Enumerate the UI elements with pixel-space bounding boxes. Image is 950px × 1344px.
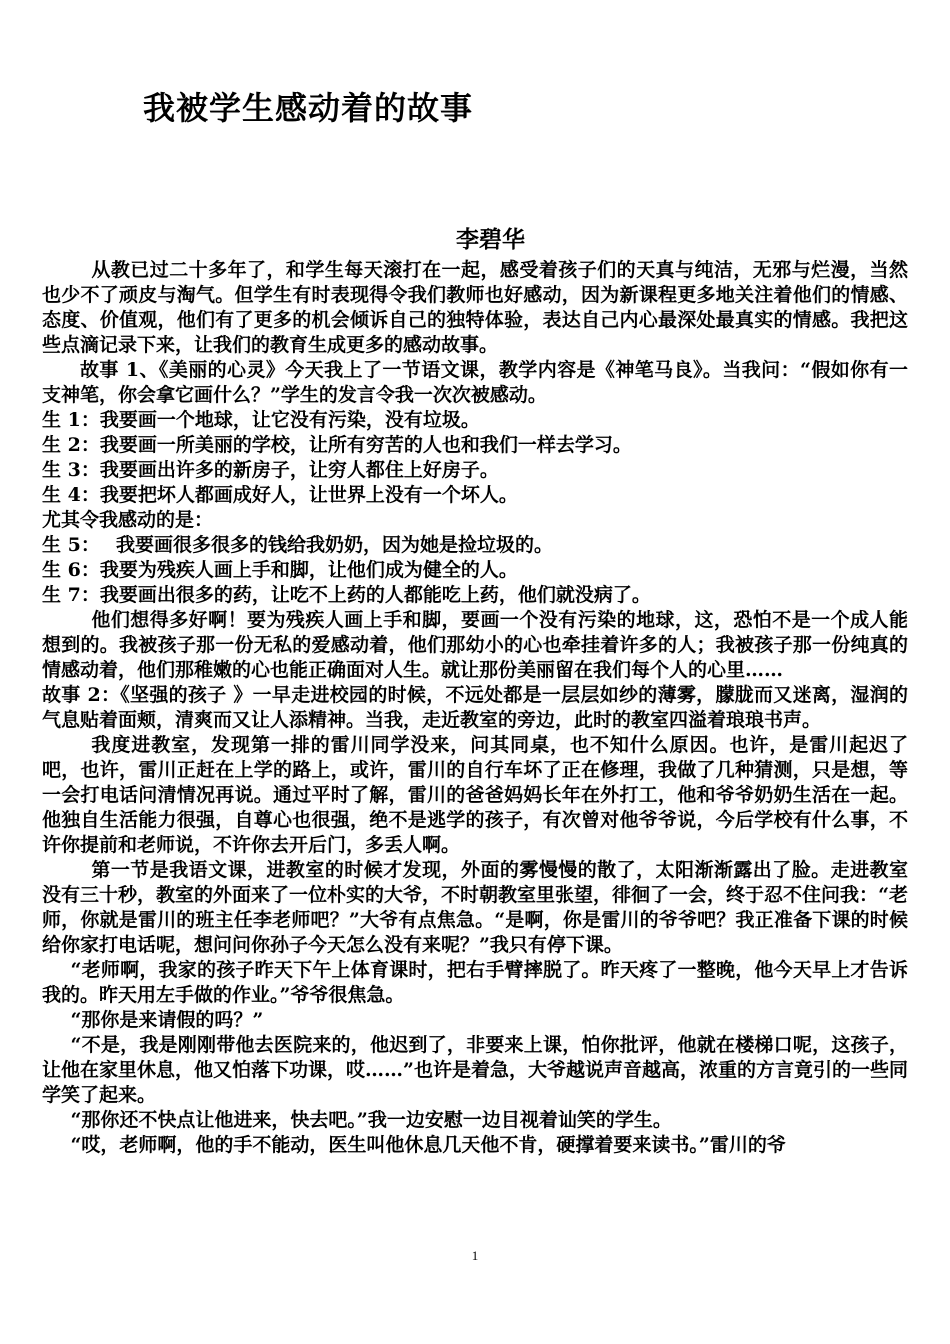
student-answer-6: 生 6：我要为残疾人画上手和脚，让他们成为健全的人。 — [42, 559, 518, 581]
paragraph-dialogue-2: “那你是来请假的吗？” — [70, 1009, 264, 1031]
student-answer-4: 生 4：我要把坏人都画成好人，让世界上没有一个坏人。 — [42, 484, 518, 506]
transition-line: 尤其令我感动的是： — [42, 509, 214, 531]
author-name: 李碧华 — [456, 227, 525, 253]
student-answer-5: 生 5： 我要画很多很多的钱给我奶奶，因为她是捡垃圾的。 — [42, 534, 553, 556]
paragraph-story1-intro: 故事 1、《美丽的心灵》今天我上了一节语文课，教学内容是《神笔马良》。当我问：“假如你有一支神笔，你会拿它画什么？”学生的发言令我一次次被感动。 — [42, 359, 908, 406]
paragraph-story2-body: 我度进教室，发现第一排的雷川同学没来，问其同桌，也不知什么原因。也许，是雷川起迟了吧，也许，雷川正赶在上学的路上，或许，雷川的自行车坏了正在修理，我做了几种猜测，只是想，等一会打电话问清情况再说。通过平时了解，雷川的爸爸妈妈长年在外打工，他和爷爷奶奶生活在一起。他独自生活能力很强，自尊心也很强，绝不是逃学的孩子，有次曾对他爷爷说，今后学校有什么事，不许你提前和老师说，不许你去开后门，多丢人啊。 — [42, 734, 908, 856]
paragraph-intro: 从教已过二十多年了，和学生每天滚打在一起，感受着孩子们的天真与纯洁，无邪与烂漫，当然也少不了顽皮与淘气。但学生有时表现得令我们教师也好感动，因为新课程更多地关注着他们的情感、态度、价值观，他们有了更多的机会倾诉自己的独特体验，表达自己内心最深处最真实的情感。我把这些点滴记录下来，让我们的教育生成更多的感动故事。 — [42, 259, 908, 356]
student-answer-1: 生 1：我要画一个地球，让它没有污染，没有垃圾。 — [42, 409, 480, 431]
paragraph-dialogue-5: “哎，老师啊，他的手不能动，医生叫他休息几天他不肯，硬撑着要来读书。”雷川的爷 — [70, 1134, 786, 1156]
paragraph-story2-class: 第一节是我语文课，进教室的时候才发现，外面的雾慢慢的散了，太阳渐渐露出了脸。走进教室没有三十秒，教室的外面来了一位朴实的大爷，不时朝教室里张望，徘徊了一会，终于忍不住问我：“老师，你就是雷川的班主任李老师吧？”大爷有点焦急。“是啊，你是雷川的爷爷吧？我正准备下课的时候给你家打电话呢，想问问你孙子今天怎么没有来呢？”我只有停下课。 — [42, 859, 908, 956]
student-answer-3: 生 3：我要画出许多的新房子，让穷人都住上好房子。 — [42, 459, 499, 481]
paragraph-dialogue-4: “那你还不快点让他进来，快去吧。”我一边安慰一边目视着讪笑的学生。 — [70, 1109, 672, 1131]
document-title: 我被学生感动着的故事 — [143, 89, 474, 127]
paragraph-dialogue-1: “老师啊，我家的孩子昨天下午上体育课时，把右手臂摔脱了。昨天疼了一整晚，他今天早上才告诉我的。昨天用左手做的作业。”爷爷很焦急。 — [42, 959, 908, 1006]
paragraph-story2-intro: 故事 2：《坚强的孩子 》一早走进校园的时候，不远处都是一层层如纱的薄雾，朦胧而又迷离，湿润的气息贴着面颊，清爽而又让人添精神。当我，走近教室的旁边，此时的教室四溢着琅琅书声。 — [42, 684, 908, 731]
document-body — [42, 258, 908, 1158]
page-number: 1 — [471, 1248, 479, 1263]
paragraph-dialogue-3: “不是，我是刚刚带他去医院来的，他迟到了，非要来上课，怕你批评，他就在楼梯口呢，这孩子，让他在家里休息，他又怕落下功课，哎……”也许是着急，大爷越说声音越高，浓重的方言竟引的一些同学笑了起来。 — [42, 1034, 908, 1106]
paragraph-reflection: 他们想得多好啊！要为残疾人画上手和脚，要画一个没有污染的地球，这，恐怕不是一个成人能想到的。我被孩子那一份无私的爱感动着，他们那幼小的心也牵挂着许多的人；我被孩子那一份纯真的情感动着，他们那稚嫩的心也能正确面对人生。就让那份美丽留在我们每个人的心里…… — [42, 609, 908, 681]
student-answer-2: 生 2：我要画一所美丽的学校，让所有穷苦的人也和我们一样去学习。 — [42, 434, 632, 456]
student-answer-7: 生 7：我要画出很多的药，让吃不上药的人都能吃上药，他们就没病了。 — [42, 584, 651, 606]
